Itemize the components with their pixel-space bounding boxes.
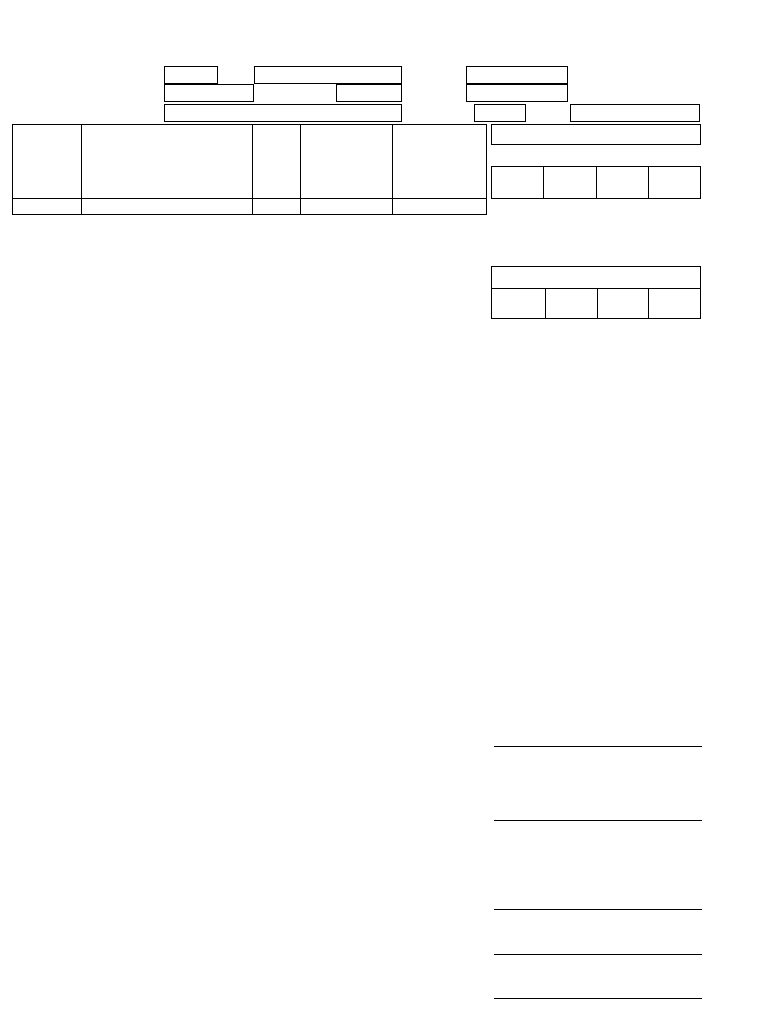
progress-col-female bbox=[597, 289, 649, 319]
scc-member-3-line bbox=[494, 998, 702, 999]
section-field bbox=[570, 104, 700, 122]
summary-col-male bbox=[544, 167, 596, 199]
region-field bbox=[164, 66, 218, 84]
progress-table bbox=[491, 266, 701, 319]
col-not-meet bbox=[393, 125, 487, 199]
school-id-field bbox=[164, 84, 254, 102]
summary-col-total bbox=[648, 167, 700, 199]
scc-member-1-line bbox=[494, 909, 702, 910]
progress-title bbox=[492, 267, 701, 289]
curriculum-field bbox=[466, 84, 568, 102]
district-field bbox=[466, 66, 568, 84]
summary-table bbox=[491, 124, 701, 199]
col-name bbox=[82, 125, 253, 199]
school-head-signature-line bbox=[494, 820, 702, 821]
scc-member-2-line bbox=[494, 954, 702, 955]
summary-col-status bbox=[492, 167, 544, 199]
col-lrn bbox=[13, 125, 82, 199]
summary-title bbox=[492, 125, 701, 145]
progress-col-total bbox=[649, 289, 701, 319]
grade-level-field bbox=[474, 104, 526, 122]
progress-col-male bbox=[546, 289, 598, 319]
division-field bbox=[254, 66, 402, 84]
col-general-average bbox=[252, 125, 300, 199]
school-name-field bbox=[164, 104, 402, 122]
learners-table-top bbox=[12, 124, 487, 215]
progress-col-descriptor bbox=[492, 289, 546, 319]
summary-col-female bbox=[596, 167, 648, 199]
col-action-taken bbox=[301, 125, 393, 199]
adviser-signature-line bbox=[494, 746, 702, 747]
school-year-field bbox=[336, 84, 402, 102]
male-section-label bbox=[13, 199, 82, 215]
